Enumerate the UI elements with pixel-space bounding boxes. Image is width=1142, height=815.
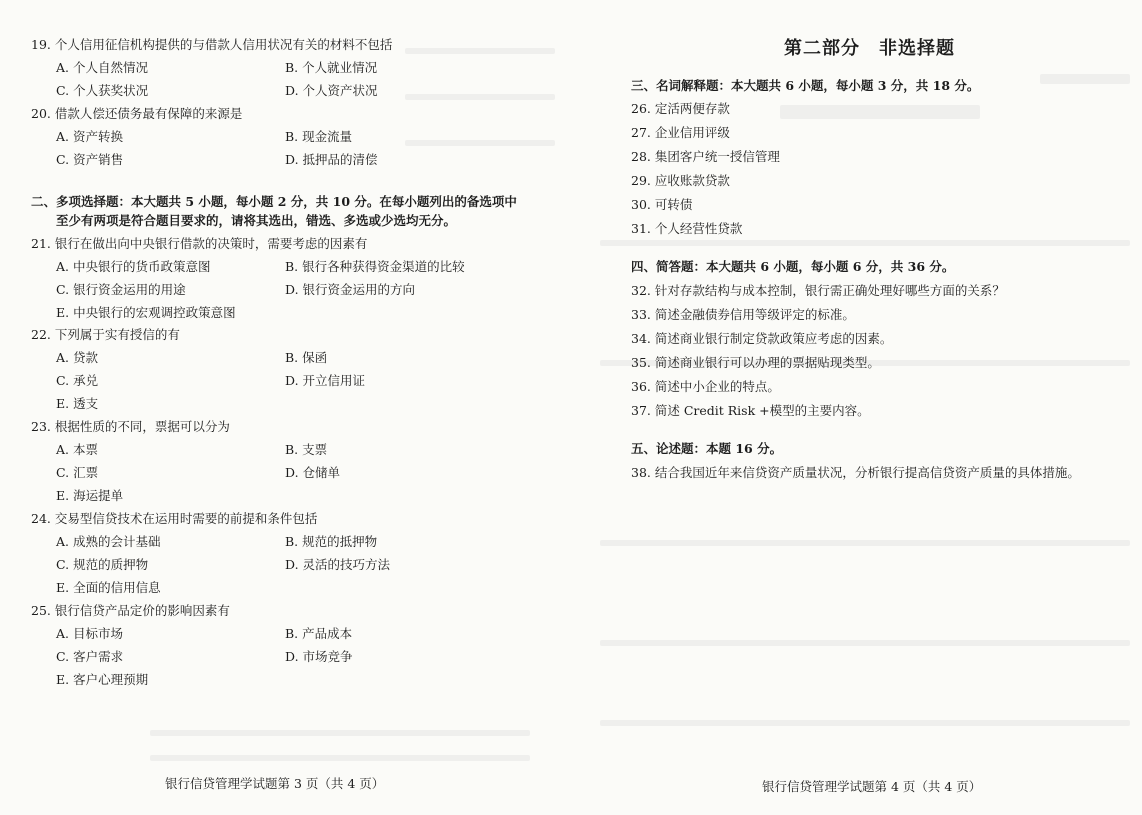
section-4-heading: 四、简答题：本大题共 6 小题，每小题 6 分，共 36 分。	[631, 259, 955, 274]
q24-option-b: B. 规范的抵押物	[285, 534, 378, 549]
question-29: 29. 应收账款贷款	[631, 173, 730, 188]
q23-option-e: E. 海运提单	[56, 488, 124, 503]
question-26: 26. 定活两便存款	[631, 101, 730, 116]
question-19-stem: 19. 个人信用征信机构提供的与借款人信用状况有关的材料不包括	[31, 37, 393, 52]
q19-option-c: C. 个人获奖状况	[56, 83, 149, 98]
part-two-title: 第二部分 非选择题	[784, 38, 955, 59]
question-30: 30. 可转债	[631, 197, 693, 212]
q24-option-e: E. 全面的信用信息	[56, 580, 161, 595]
q23-option-c: C. 汇票	[56, 465, 99, 480]
question-37: 37. 简述 Credit Risk +模型的主要内容。	[631, 403, 870, 418]
q21-option-d: D. 银行资金运用的方向	[285, 282, 416, 297]
q22-option-d: D. 开立信用证	[285, 373, 366, 388]
question-34: 34. 简述商业银行制定贷款政策应考虑的因素。	[631, 331, 893, 346]
q25-option-a: A. 目标市场	[56, 626, 123, 641]
question-25-stem: 25. 银行信贷产品定价的影响因素有	[31, 603, 230, 618]
q19-option-b: B. 个人就业情况	[285, 60, 378, 75]
question-36: 36. 简述中小企业的特点。	[631, 379, 780, 394]
q23-option-d: D. 仓储单	[285, 465, 341, 480]
page-footer-4: 银行信贷管理学试题第 4 页（共 4 页）	[762, 779, 982, 794]
question-21-stem: 21. 银行在做出向中央银行借款的决策时，需要考虑的因素有	[31, 236, 368, 251]
question-27: 27. 企业信用评级	[631, 125, 730, 140]
q20-option-d: D. 抵押品的清偿	[285, 152, 378, 167]
q21-option-a: A. 中央银行的货币政策意图	[56, 259, 211, 274]
q24-option-c: C. 规范的质押物	[56, 557, 149, 572]
q23-option-a: A. 本票	[56, 442, 98, 457]
section-5-heading: 五、论述题：本题 16 分。	[631, 441, 783, 456]
q25-option-d: D. 市场竞争	[285, 649, 353, 664]
q20-option-c: C. 资产销售	[56, 152, 124, 167]
question-22-stem: 22. 下列属于实有授信的有	[31, 327, 180, 342]
q22-option-c: C. 承兑	[56, 373, 99, 388]
q21-option-b: B. 银行各种获得资金渠道的比较	[285, 259, 465, 274]
exam-page-4	[571, 0, 1142, 815]
section-3-heading: 三、名词解释题：本大题共 6 小题，每小题 3 分，共 18 分。	[631, 78, 980, 93]
question-31: 31. 个人经营性贷款	[631, 221, 743, 236]
q25-option-c: C. 客户需求	[56, 649, 124, 664]
q22-option-a: A. 贷款	[56, 350, 98, 365]
q21-option-c: C. 银行资金运用的用途	[56, 282, 186, 297]
section-2-heading: 二、多项选择题：本大题共 5 小题，每小题 2 分，共 10 分。在每小题列出的备选项中	[31, 194, 517, 209]
q19-option-d: D. 个人资产状况	[285, 83, 378, 98]
q25-option-e: E. 客户心理预期	[56, 672, 149, 687]
question-20-stem: 20. 借款人偿还债务最有保障的来源是	[31, 106, 243, 121]
q25-option-b: B. 产品成本	[285, 626, 353, 641]
question-35: 35. 简述商业银行可以办理的票据贴现类型。	[631, 355, 880, 370]
q22-option-e: E. 透支	[56, 396, 99, 411]
section-2-instructions: 至少有两项是符合题目要求的，请将其选出，错选、多选或少选均无分。	[56, 213, 457, 228]
question-32: 32. 针对存款结构与成本控制，银行需正确处理好哪些方面的关系？	[631, 283, 1005, 298]
question-38: 38. 结合我国近年来信贷资产质量状况，分析银行提高信贷资产质量的具体措施。	[631, 465, 1080, 480]
question-24-stem: 24. 交易型信贷技术在运用时需要的前提和条件包括	[31, 511, 318, 526]
question-23-stem: 23. 根据性质的不同，票据可以分为	[31, 419, 230, 434]
q20-option-a: A. 资产转换	[56, 129, 123, 144]
question-33: 33. 简述金融债券信用等级评定的标准。	[631, 307, 855, 322]
q19-option-a: A. 个人自然情况	[56, 60, 148, 75]
q24-option-a: A. 成熟的会计基础	[56, 534, 161, 549]
page-footer-3: 银行信贷管理学试题第 3 页（共 4 页）	[165, 776, 385, 791]
question-28: 28. 集团客户统一授信管理	[631, 149, 780, 164]
q24-option-d: D. 灵活的技巧方法	[285, 557, 391, 572]
q20-option-b: B. 现金流量	[285, 129, 353, 144]
q23-option-b: B. 支票	[285, 442, 328, 457]
q22-option-b: B. 保函	[285, 350, 328, 365]
q21-option-e: E. 中央银行的宏观调控政策意图	[56, 305, 236, 320]
